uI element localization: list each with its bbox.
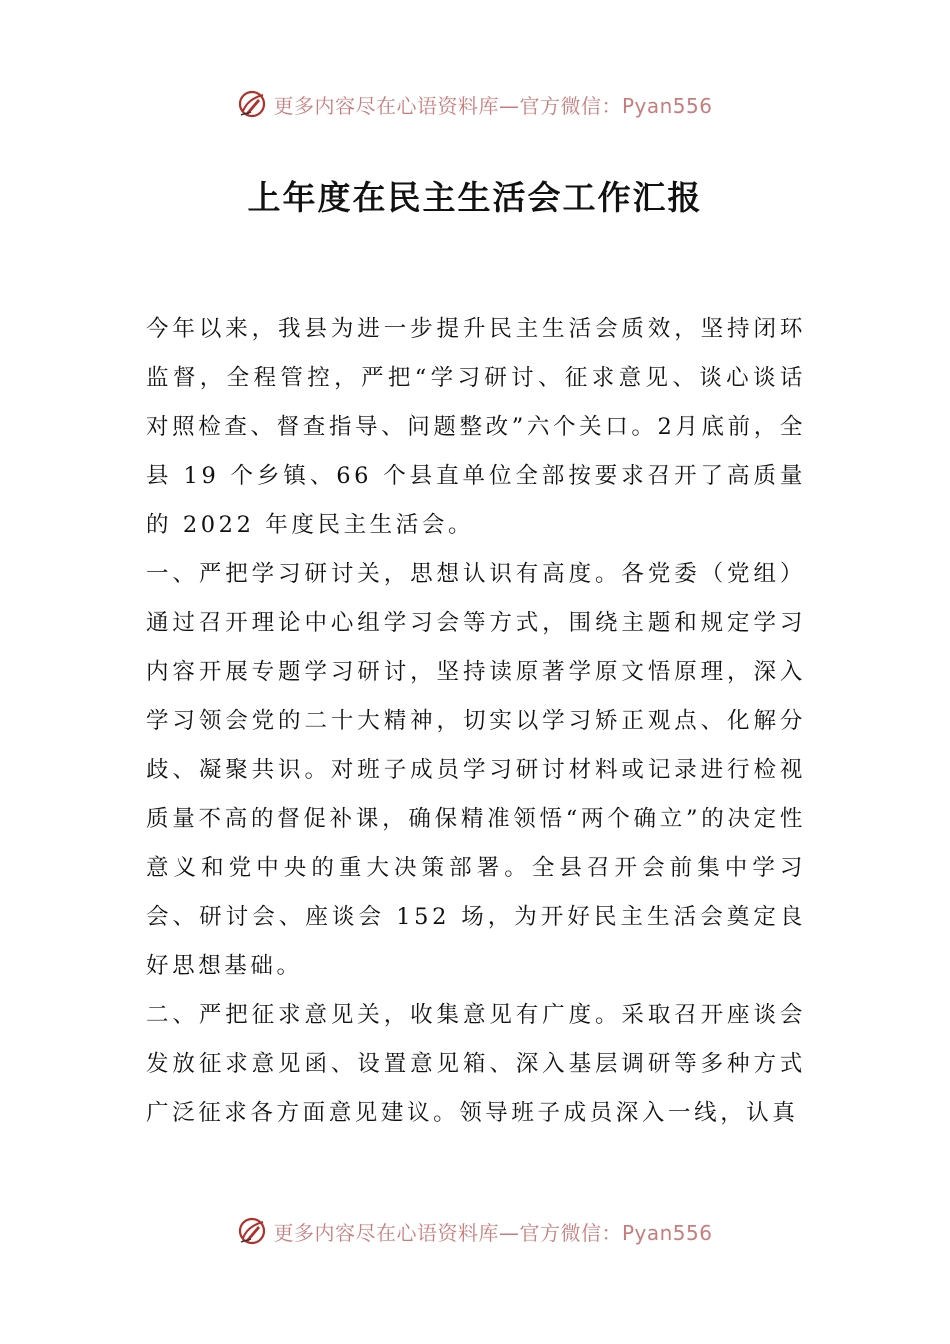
paragraph-section-1: 一、严把学习研讨关，思想认识有高度。各党委（党组）通过召开理论中心组学习会等方式，围绕主题和规定学习内容开展专题学习研讨，坚持读原著学原文悟原理，深入学习领会党的二十大精神，切实以学习矫正观点、化解分歧、凝聚共识。对班子成员学习研讨材料或记录进行检视质量不高的督促补课，确保精准领悟“两个确立”的决定性意义和党中央的重大决策部署。全县召开会前集中学习会、研讨会、座谈会 152 场，为开好民主生活会奠定良好思想基础。 xyxy=(146,561,806,979)
pen-logo-icon xyxy=(237,89,267,119)
paragraph-section-2: 二、严把征求意见关，收集意见有广度。采取召开座谈会发放征求意见函、设置意见箱、深入基层调研等多种方式广泛征求各方面意见建议。领导班子成员深入一线，认真 xyxy=(146,1002,806,1126)
watermark-footer xyxy=(0,1211,950,1251)
watermark-header xyxy=(0,84,950,124)
paragraph-intro: 今年以来，我县为进一步提升民主生活会质效，坚持闭环监督，全程管控，严把“学习研讨、征求意见、谈心谈话对照检查、督查指导、问题整改”六个关口。2月底前，全县 19 个乡镇、66 个县直单位全部按要求召开了高质量的 2022 年度民主生活会。 xyxy=(146,316,806,538)
document-body xyxy=(146,305,806,1138)
watermark-text: 更多内容尽在心语资料库—官方微信：Pyan556 xyxy=(273,93,713,118)
pen-logo-icon xyxy=(237,1216,267,1246)
document-title: 上年度在民主生活会工作汇报 xyxy=(247,178,703,217)
watermark-text: 更多内容尽在心语资料库—官方微信：Pyan556 xyxy=(273,1220,713,1245)
